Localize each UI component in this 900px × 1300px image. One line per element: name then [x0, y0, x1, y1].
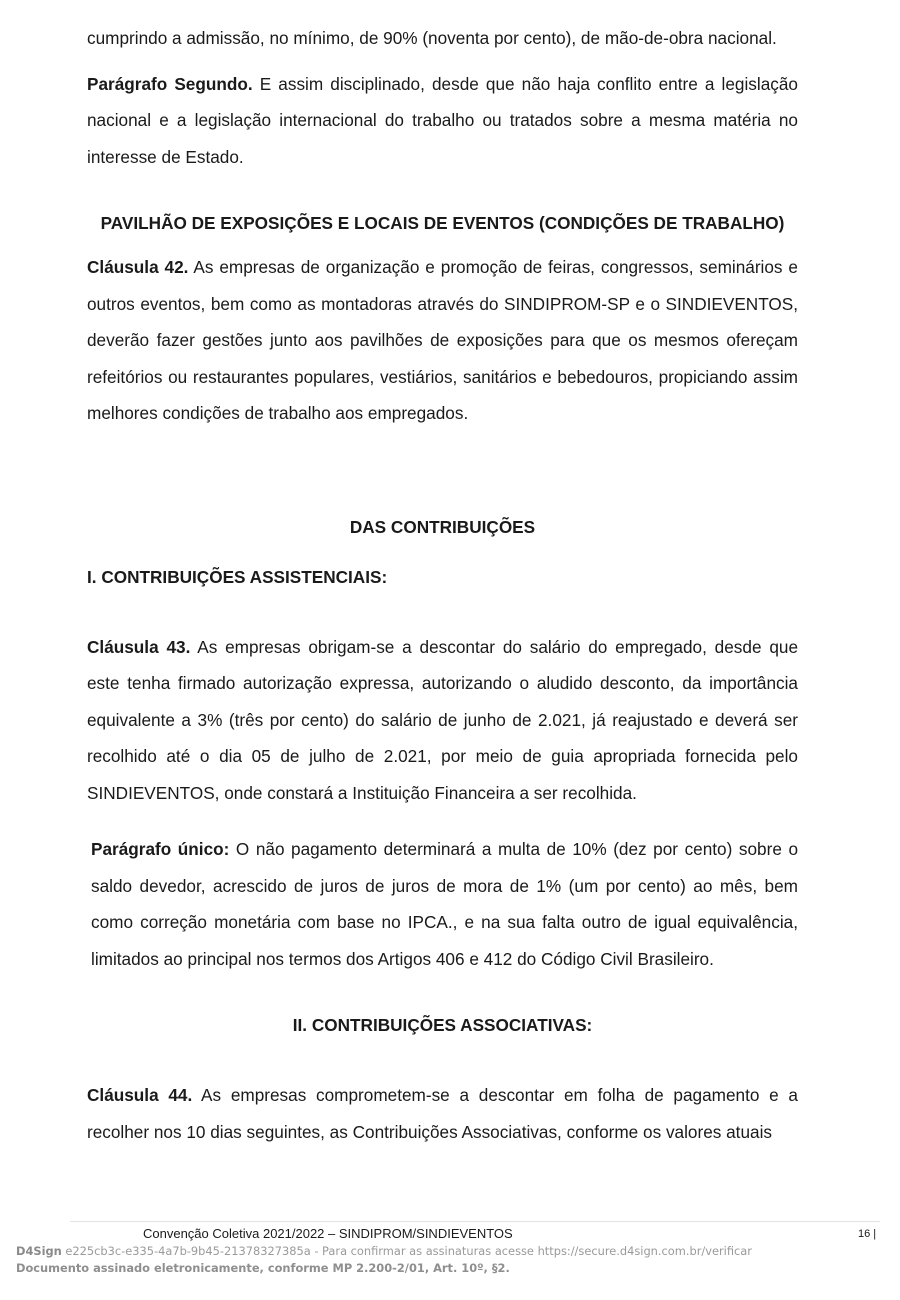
footer-title: Convenção Coletiva 2021/2022 – SINDIPROM/SINDIEVENTOS [143, 1226, 513, 1241]
clausula-44 [87, 1077, 798, 1150]
paragrafo-segundo [87, 66, 798, 176]
paragrafo-unico [87, 831, 798, 977]
signature-hash-text: e225cb3c-e335-4a7b-9b45-21378327385a - Para confirmar as assinaturas acesse https://secure.d4sign.com.br/verificar [61, 1244, 752, 1258]
footer-divider [70, 1221, 880, 1222]
heading-contribuicoes: DAS CONTRIBUIÇÕES [349, 516, 536, 537]
clausula-42 [87, 249, 798, 432]
clausula-43 [87, 629, 798, 812]
heading-pavilhao: PAVILHÃO DE EXPOSIÇÕES E LOCAIS DE EVENTOS (CONDIÇÕES DE TRABALHO) [100, 213, 785, 233]
paragrafo-unico-text: O não pagamento determinará a multa de 10% (dez por cento) sobre o saldo devedor, acrescido de juros de juros de mora de 1% (um por cento) ao mês, bem como correção monetária com base no IPCA., e na sua falta outro de igual equivalência, limitados ao principal nos termos dos Artigos 406 e 412 do Código Civil Brasileiro. [91, 839, 799, 969]
d4sign-brand: D4Sign [16, 1244, 62, 1258]
clausula-43-text: As empresas obrigam-se a descontar do salário do empregado, desde que este tenha firmado autorização expressa, autorizando o aludido desconto, da importância equivalente a 3% (três por cento) do salário de junho de 2.021, já reajustado e deverá ser recolhido até o dia 05 de julho de 2.021, por meio de guia apropriada fornecida pelo SINDIEVENTOS, onde constará a Instituição Financeira a ser recolhida. [87, 636, 799, 803]
clausula-43-label: Cláusula 43. [87, 636, 191, 657]
signature-legal-notice: Documento assinado eletronicamente, conforme MP 2.200-2/01, Art. 10º, §2. [16, 1261, 510, 1275]
document-body [87, 20, 798, 1150]
paragrafo-unico-label: Parágrafo único: [91, 839, 230, 859]
clausula-42-text: As empresas de organização e promoção de feiras, congressos, seminários e outros eventos, bem como as montadoras através do SINDIPROM-SP e o SINDIEVENTOS, deverão fazer gestões junto aos pavilhões de exposições para que os mesmos ofereçam refeitórios ou restaurantes populares, vestiários, sanitários e bebedouros, propiciando assim melhores condições de trabalho aos empregados. [87, 257, 798, 423]
paragrafo-segundo-text: E assim disciplinado, desde que não haja conflito entre a legislação nacional e a legislação internacional do trabalho ou tratados sobre a mesma matéria no interesse de Estado. [87, 73, 798, 167]
clausula-44-text: As empresas comprometem-se a descontar em folha de pagamento e a recolher nos 10 dias seguintes, as Contribuições Associativas, conforme os valores atuais [87, 1085, 798, 1142]
heading-assistenciais: I. CONTRIBUIÇÕES ASSISTENCIAIS: [87, 566, 388, 587]
clausula-44-label: Cláusula 44. [87, 1085, 193, 1105]
clausula-42-label: Cláusula 42. [87, 257, 189, 277]
continuation-paragraph: cumprindo a admissão, no mínimo, de 90% (noventa por cento), de mão-de-obra nacional. [87, 28, 777, 48]
heading-associativas: II. CONTRIBUIÇÕES ASSOCIATIVAS: [292, 1015, 593, 1035]
page-number: 16 | [858, 1228, 877, 1240]
signature-verification-line [16, 1244, 752, 1258]
paragrafo-segundo-label: Parágrafo Segundo. [87, 73, 253, 94]
